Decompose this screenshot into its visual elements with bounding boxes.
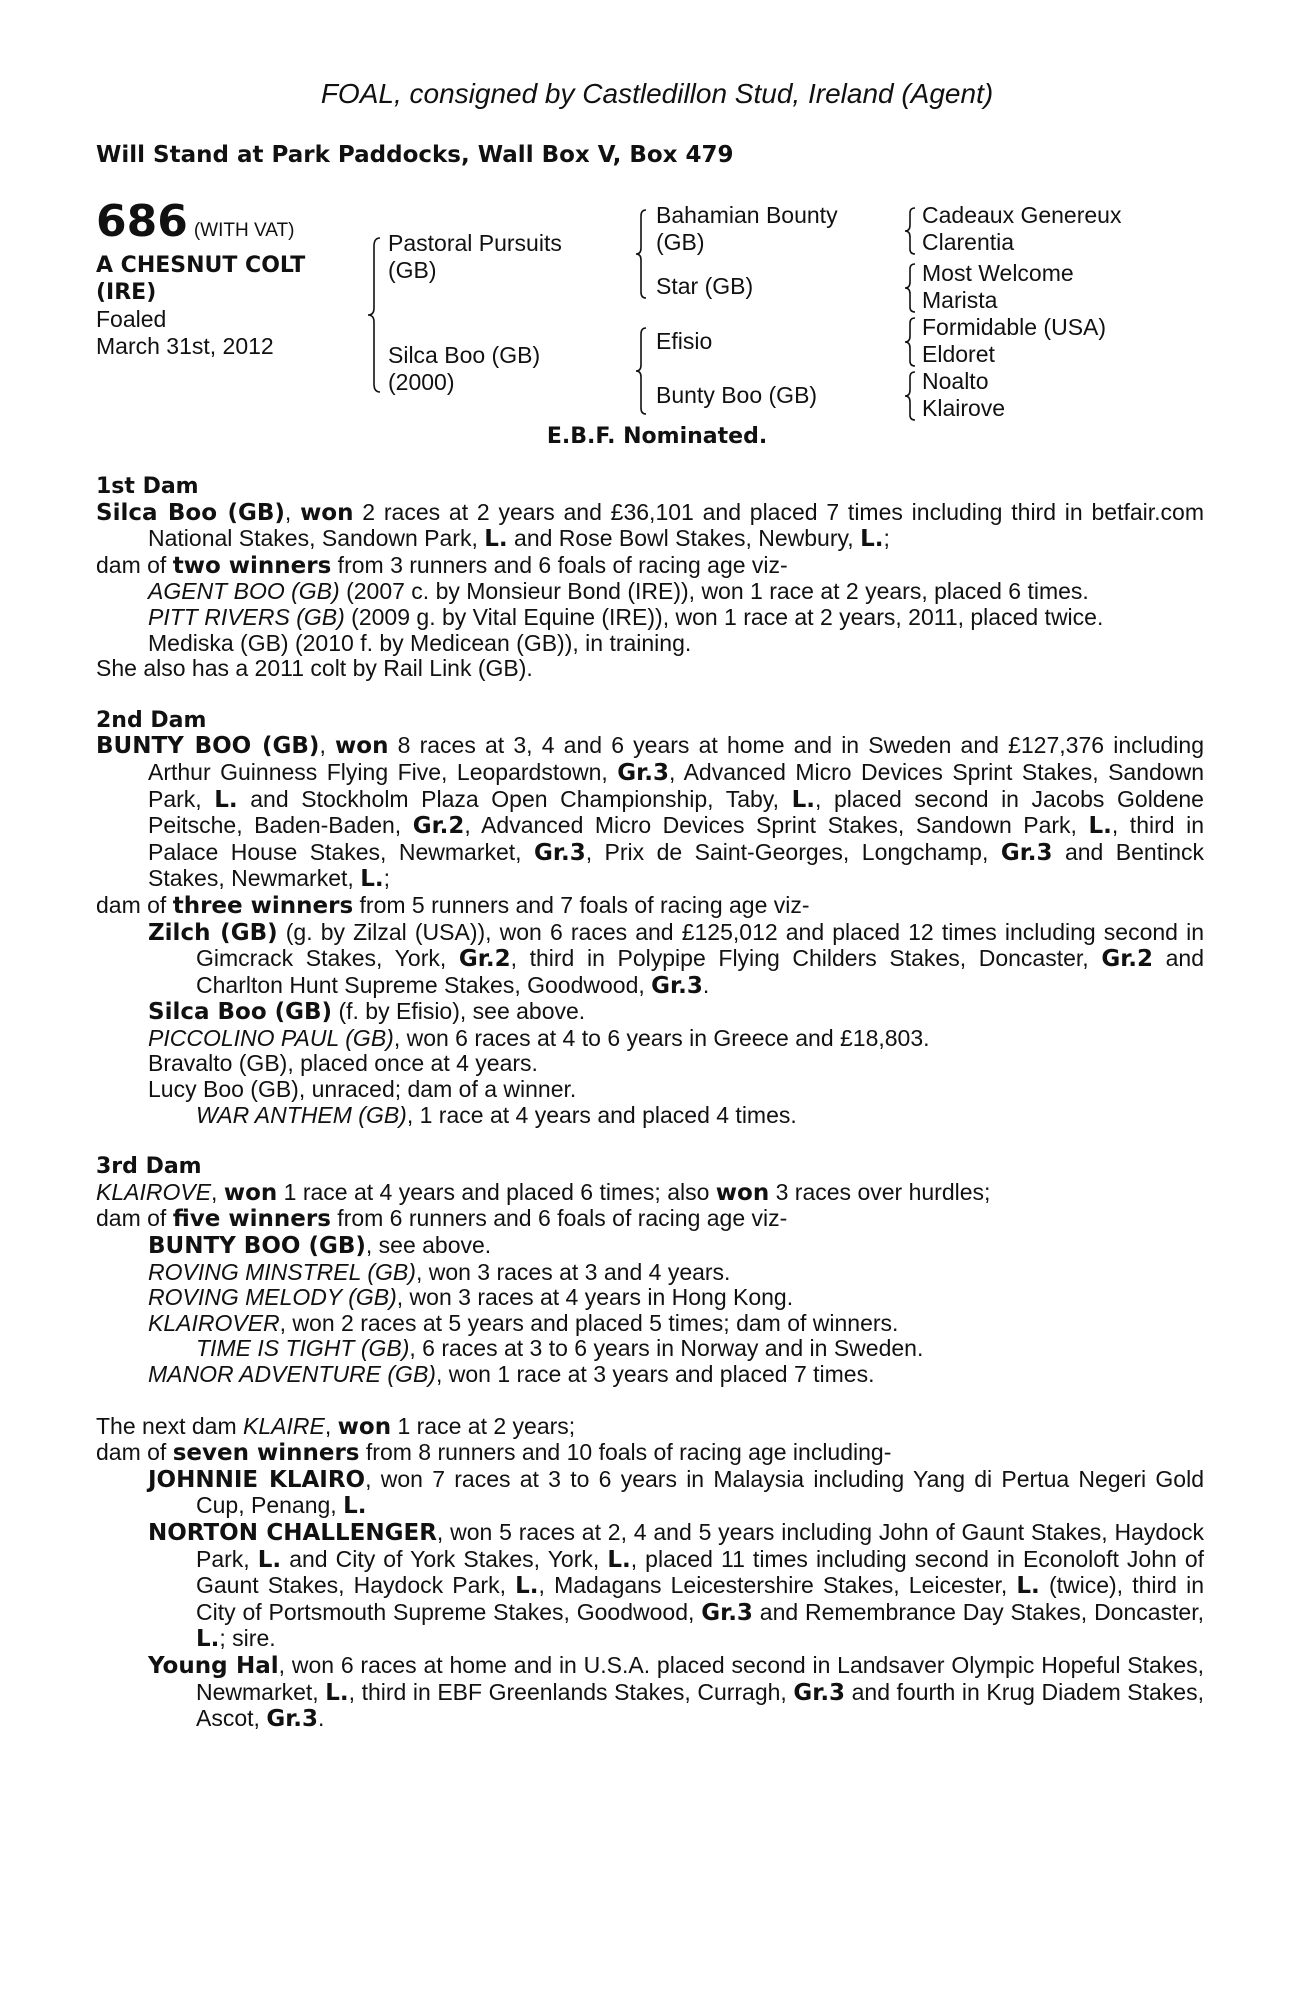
first-dam-produce-summary: dam of two winners from 3 runners and 6 foals of racing age viz- [96, 551, 788, 579]
produce-item: Mediska (GB) (2010 f. by Medicean (GB)), in training. [148, 629, 692, 656]
ebf-nominated: E.B.F. Nominated. [546, 424, 768, 449]
produce-item: Bravalto (GB), placed once at 4 years. [148, 1050, 538, 1077]
lot-block [96, 196, 376, 360]
next-dam-summary: The next dam KLAIRE, won 1 race at 2 years; [96, 1412, 576, 1440]
pedigree-sire-sire-line2: (GB) [656, 229, 705, 255]
produce-item: KLAIROVER, won 2 races at 5 years and placed 5 times; dam of winners. [148, 1309, 899, 1336]
pedigree-sire-dam: Star (GB) [656, 273, 754, 299]
pedigree-ss-sire: Cadeaux Genereux [922, 202, 1122, 228]
second-dam-heading: 2nd Dam [96, 707, 207, 733]
first-dam-heading: 1st Dam [96, 474, 199, 499]
produce-item: MANOR ADVENTURE (GB), won 1 race at 3 years and placed 7 times. [148, 1361, 875, 1387]
foaled-label: Foaled [96, 306, 167, 332]
pedigree-sd-dam: Marista [922, 287, 998, 313]
pedigree-ss-dam: Clarentia [922, 229, 1015, 255]
pedigree-brace-main [366, 236, 382, 394]
produce-subitem: TIME IS TIGHT (GB), 6 races at 3 to 6 years in Norway and in Sweden. [196, 1335, 924, 1362]
pedigree-brace-ds [903, 316, 917, 368]
produce-item: ROVING MINSTREL (GB), won 3 races at 3 and 4 years. [148, 1258, 731, 1285]
produce-record [96, 474, 1204, 1733]
produce-item: PICCOLINO PAUL (GB), won 6 races at 4 to 6 years in Greece and £18,803. [148, 1024, 930, 1051]
produce-item: AGENT BOO (GB) (2007 c. by Monsieur Bond (IRE)), won 1 race at 2 years, placed 6 times. [148, 578, 1089, 605]
vat-note: (WITH VAT) [193, 220, 295, 241]
lot-description [96, 252, 376, 306]
first-dam-also: She also has a 2011 colt by Rail Link (GB). [96, 655, 533, 682]
second-dam-summary: BUNTY BOO (GB), won 8 races at 3, 4 and 6 years at home and in Sweden and £127,376 including Arthur Guinness Flying Five, Leopardstown, Gr.3, Advanced Micro Devices Sprint Stakes, Sandown Park, L. and Stockholm Plaza Open Championship, Taby, L., placed second in Jacobs Goldene Peitsche, Baden-Baden, Gr.2, Advanced Micro Devices Sprint Stakes, Sandown Park, L., third in Palace House Stakes, Newmarket, Gr.3, Prix de Saint-Georges, Longchamp, Gr.3 and Bentinck Stakes, Newmarket, L.; [96, 732, 1205, 893]
pedigree-dam-line1: Silca Boo (GB) [388, 342, 541, 368]
pedigree-dam-sire: Efisio [656, 328, 713, 354]
produce-item: Young Hal, won 6 races at home and in U.S.A. placed second in Landsaver Olympic Hopeful Stakes, Newmarket, L., third in EBF Greenlands Stakes, Curragh, Gr.3 and fourth in Krug Diadem Stakes, Ascot, Gr.3. [148, 1651, 1205, 1733]
pedigree-brace-dd [903, 370, 917, 422]
second-dam-name: BUNTY BOO (GB) [96, 733, 320, 760]
third-dam-heading: 3rd Dam [96, 1154, 202, 1180]
consignment-line: FOAL, consigned by Castledillon Stud, Ireland (Agent) [320, 78, 994, 109]
produce-item: Lucy Boo (GB), unraced; dam of a winner. [148, 1076, 577, 1103]
third-dam-summary: KLAIROVE, won 1 race at 4 years and placed 6 times; also won 3 races over hurdles; [96, 1178, 991, 1206]
lot-number: 686 [96, 196, 188, 247]
third-dam-produce-summary: dam of five winners from 6 runners and 6 foals of racing age viz- [96, 1205, 788, 1233]
foaled-date: March 31st, 2012 [96, 333, 274, 359]
lot-description-line1: A CHESNUT COLT [96, 253, 306, 278]
pedigree-dam [388, 342, 540, 396]
third-dam-name: KLAIROVE [96, 1178, 212, 1205]
produce-subitem: WAR ANTHEM (GB), 1 race at 4 years and placed 4 times. [196, 1101, 797, 1128]
next-dam-produce-summary: dam of seven winners from 8 runners and 10 foals of racing age including- [96, 1439, 892, 1467]
pedigree-brace-sire [634, 208, 648, 300]
produce-item: Zilch (GB) (g. by Zilzal (USA)), won 6 races and £125,012 and placed 12 times including second in Gimcrack Stakes, York, Gr.2, third in Polypipe Flying Childers Stakes, Doncaster, Gr.2 and Charlton Hunt Supreme Stakes, Goodwood, Gr.3. [148, 918, 1205, 999]
pedigree-sd-sire: Most Welcome [922, 260, 1074, 286]
produce-item: NORTON CHALLENGER, won 5 races at 2, 4 and 5 years including John of Gaunt Stakes, Haydock Park, L. and City of York Stakes, York, L., placed 11 times including second in Econoloft John of Gaunt Stakes, Haydock Park, L., Madagans Leicestershire Stakes, Leicester, L. (twice), third in City of Portsmouth Supreme Stakes, Goodwood, Gr.3 and Remembrance Day Stakes, Doncaster, L.; sire. [148, 1518, 1205, 1653]
pedigree-brace-sd [903, 262, 917, 314]
pedigree-ds-dam: Eldoret [922, 341, 995, 367]
stand-location: Will Stand at Park Paddocks, Wall Box V, Box 479 [96, 142, 734, 168]
pedigree-sire-sire-line1: Bahamian Bounty [656, 202, 838, 228]
produce-item: JOHNNIE KLAIRO, won 7 races at 3 to 6 years in Malaysia including Yang di Pertua Negeri Gold Cup, Penang, L. [148, 1465, 1205, 1520]
first-dam-name: Silca Boo (GB) [96, 499, 285, 526]
pedigree-brace-dam [634, 326, 648, 416]
produce-item: PITT RIVERS (GB) (2009 g. by Vital Equine (IRE)), won 1 race at 2 years, 2011, placed twice. [148, 603, 1104, 630]
lot-description-line2: (IRE) [96, 280, 157, 305]
pedigree-sire-line1: Pastoral Pursuits [388, 230, 562, 256]
pedigree-dd-dam: Klairove [922, 395, 1006, 421]
pedigree-dam-line2: (2000) [388, 369, 455, 395]
next-dam-name: KLAIRE [243, 1412, 325, 1439]
pedigree-sire-line2: (GB) [388, 257, 437, 283]
pedigree-dd-sire: Noalto [922, 368, 989, 394]
produce-item: BUNTY BOO (GB), see above. [148, 1232, 492, 1260]
pedigree-brace-ss [903, 206, 917, 256]
pedigree-sire [388, 230, 562, 284]
first-dam-summary: Silca Boo (GB), won 2 races at 2 years and £36,101 and placed 7 times including third in betfair.com National Stakes, Sandown Park, L. and Rose Bowl Stakes, Newbury, L.; [96, 498, 1204, 553]
pedigree-ds-sire: Formidable (USA) [922, 314, 1107, 340]
produce-item: Silca Boo (GB) (f. by Efisio), see above. [148, 998, 586, 1026]
produce-item: ROVING MELODY (GB), won 3 races at 4 years in Hong Kong. [148, 1284, 794, 1311]
second-dam-produce-summary: dam of three winners from 5 runners and 7 foals of racing age viz- [96, 891, 810, 919]
pedigree-dam-dam: Bunty Boo (GB) [656, 382, 818, 408]
pedigree-sire-sire [656, 202, 838, 256]
lot-number-row [96, 196, 376, 247]
